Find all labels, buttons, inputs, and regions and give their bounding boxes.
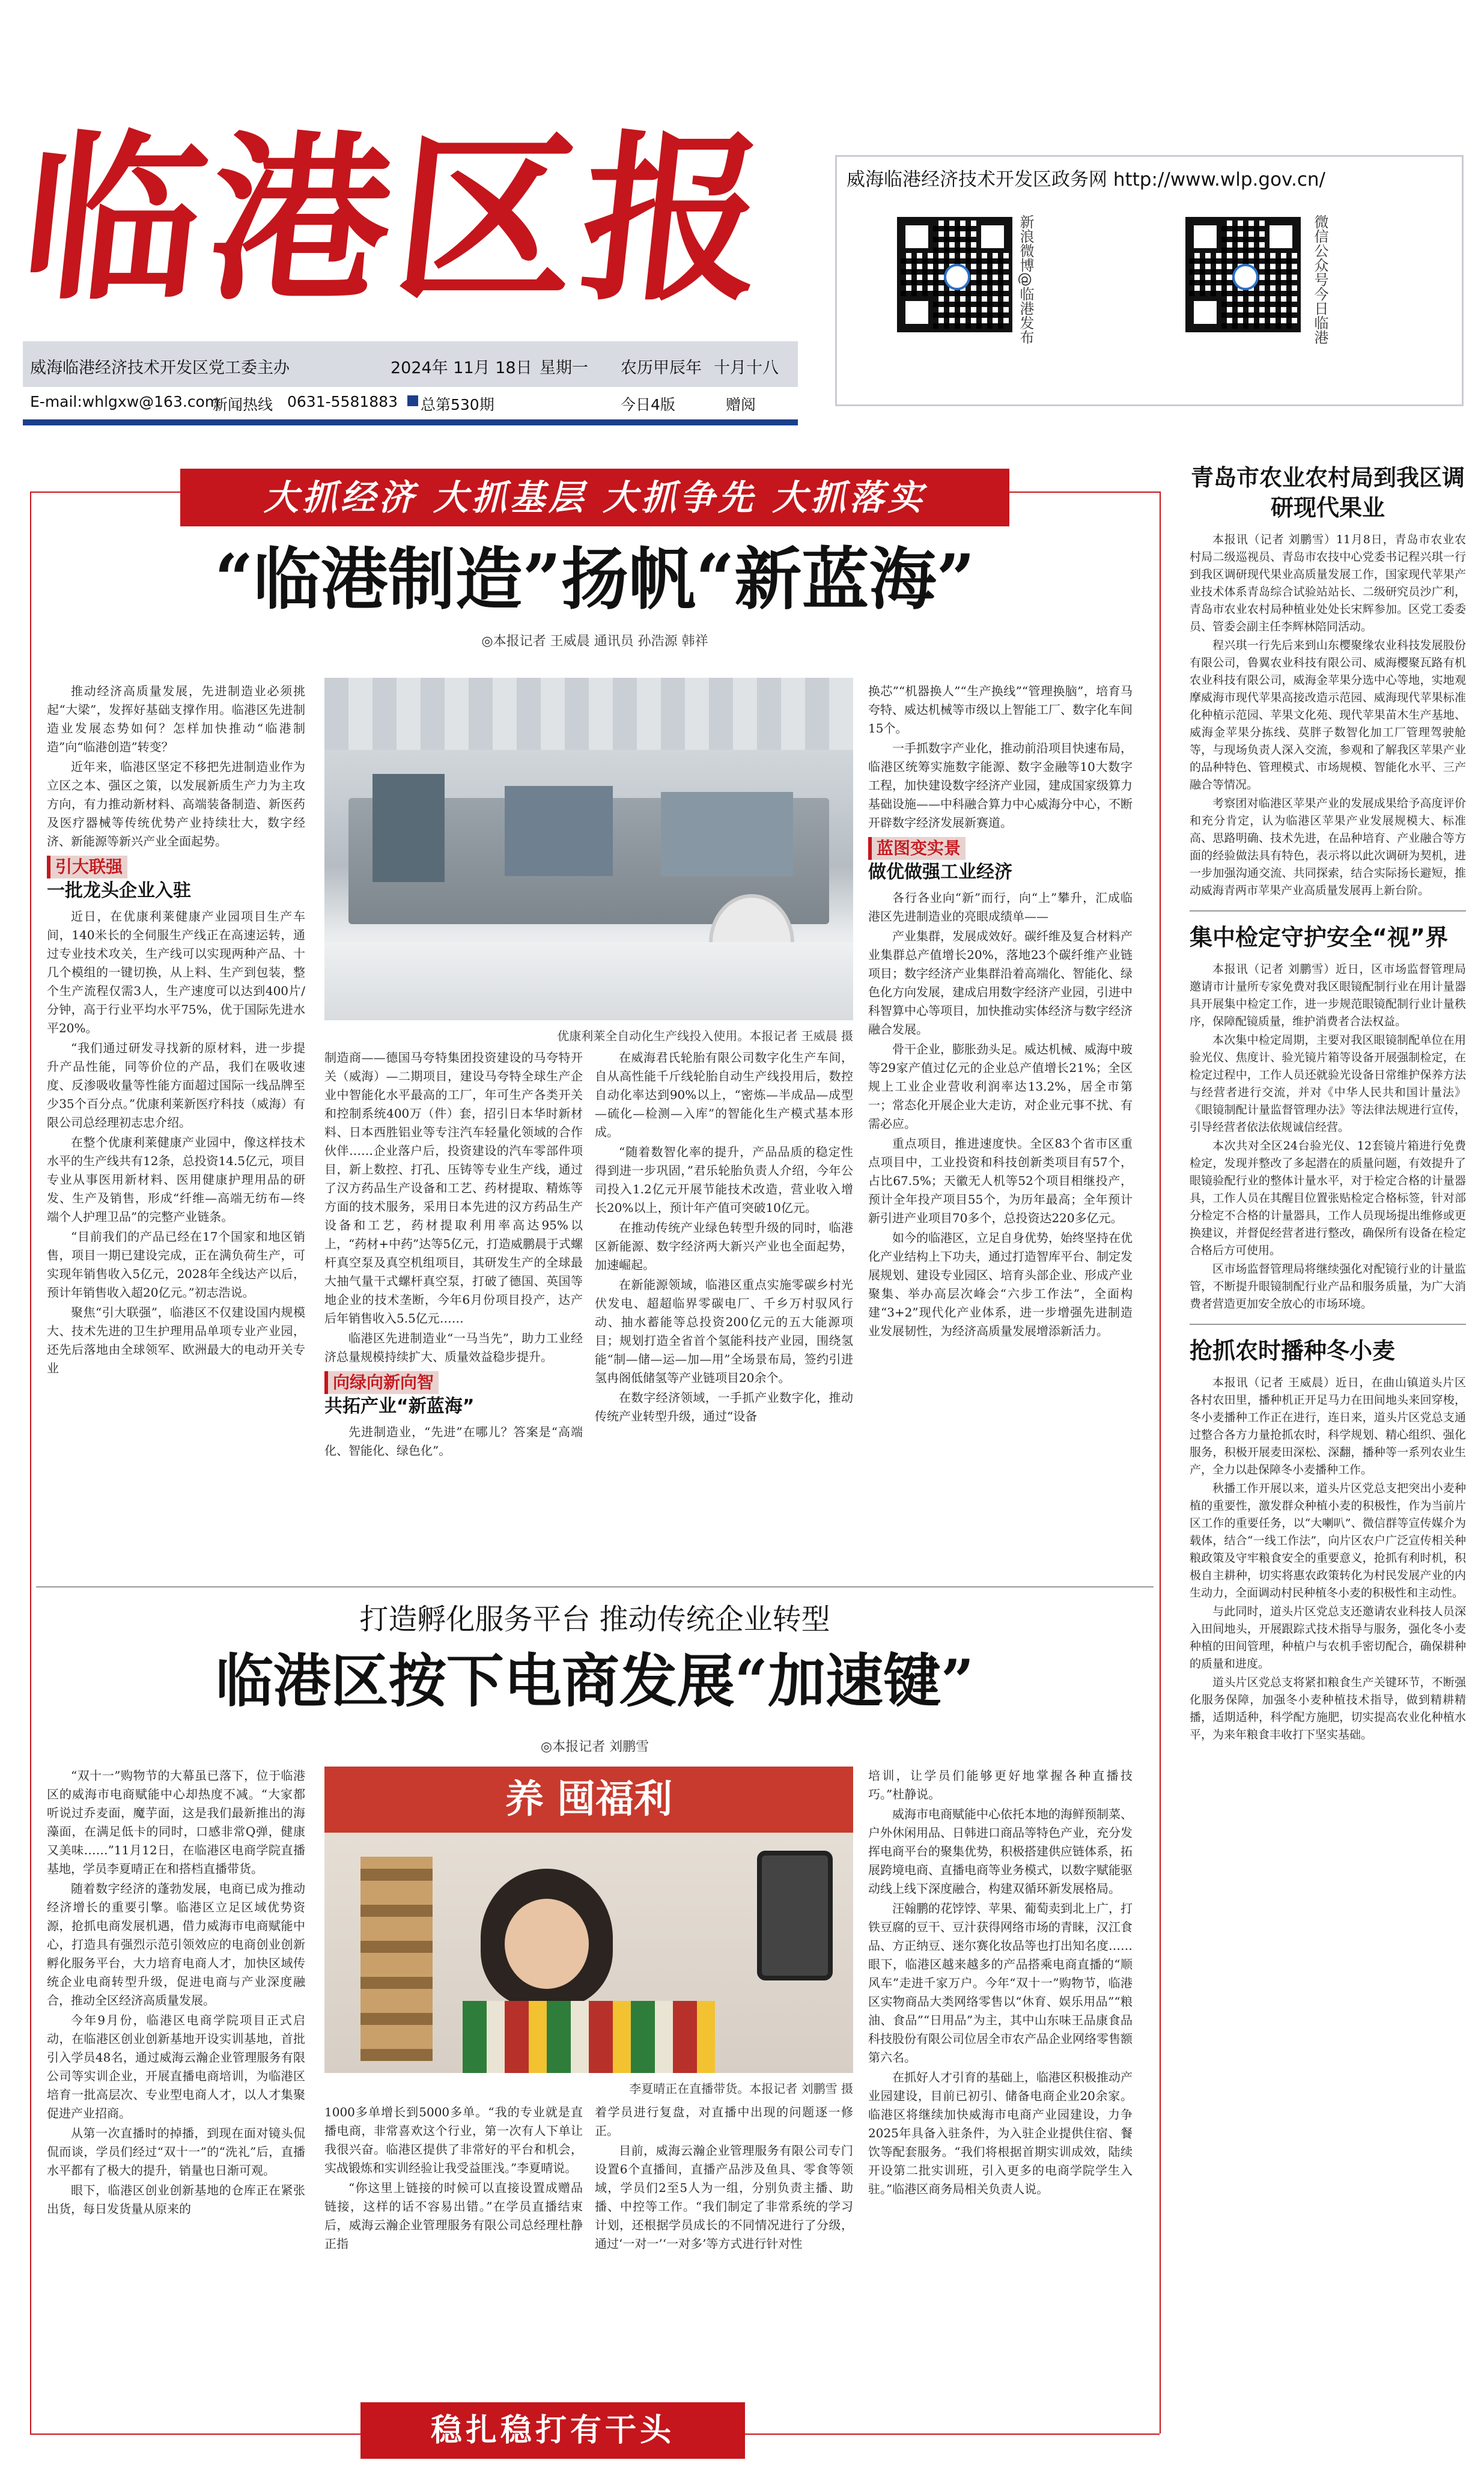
email-text[interactable]: E-mail:whlgxw@163.com: [30, 393, 220, 410]
paragraph: 在抓好人才引育的基础上，临港区积极推动产业园建设，目前已初引、储备电商企业20余家。临港区将继续加快威海市电商产业园建设，力争2025年具备入驻条件，为入驻企业提供住宿、餐饮等配套服务。“我们将根据首期实训成效，陆续开设第二批实训班，引入更多的电商学院学生入驻。”临港区商务局相关负责人说。: [868, 2070, 1133, 2196]
paragraph: 今年9月份，临港区电商学院项目正式启动，在临港区创业创新基地开设实训基地，首批引入学员48名，通过威海云瀚企业管理服务有限公司等实训企业，开展直播电商培训，为临港区培育一批高层次、专业型电商人才，以人才集聚促进产业招商。: [47, 2013, 305, 2120]
article2-kicker: 打造孵化服务平台 推动传统企业转型: [359, 1603, 830, 1636]
lunar-day-text: 十月十八: [714, 359, 779, 377]
paragraph: 在推动传统产业绿色转型升级的同时，临港区新能源、数字经济两大新兴产业也全面起势，加速崛起。: [595, 1220, 853, 1272]
gov-info-box: [835, 155, 1464, 406]
paragraph: 威海市电商赋能中心依托本地的海鲜预制菜、户外休闲用品、日韩进口商品等特色产业，充分发挥电商平台的聚集优势，积极搭建供应链体系，拓展跨境电商、直播电商等业务模式，以数字赋能驱动线上线下深度融合，构建双循环新发展格局。: [868, 1807, 1133, 1896]
paragraph: 道头片区党总支将紧扣粮食生产关键环节，不断强化服务保障，加强冬小麦种植技术指导，做到精耕精播，适期适种，科学配方施肥，切实提高农业化种植水平，为来年粮食丰收打下坚实基础。: [1190, 1676, 1466, 1741]
paragraph: 从第一次直播时的掉播，到现在面对镜头侃侃而谈，学员们经过“双十一”的“洗礼”后，直播水平都有了极大的提升，销量也日渐可观。: [47, 2126, 305, 2178]
wechat-logo-icon: [1232, 264, 1259, 290]
paragraph: 程兴琪一行先后来到山东樱聚缘农业科技发展股份有限公司，鲁翼农业科技有限公司、威海樱聚瓦路有机农业科技有限公司，威海金苹果分选中心等地，实地观摩威海市现代苹果高接改造示范园、威海现代苹果标准化种植示范园、苹果文化苑、现代苹果苗木生产基地、威海金苹果分拣线、莫胖子数智化加工厂管理驾驶舱等，与现场负责人深入交流，参观和了解我区苹果产业的品种特色、管理模式、市场规模、智能化水平、三产融合等情况。: [1190, 639, 1466, 791]
article1-sec3-tag: 蓝图变实景: [868, 837, 966, 860]
article1-col4: [868, 682, 1133, 1342]
paragraph: “双十一”购物节的大幕虽已落下，位于临港区的威海市电商赋能中心却热度不减。“大家都听说过乔麦面，魔芋面，这是我们最新推出的海藻面，在满足低卡的同时，口感非常Q弹，健康又美味……”11月12日，在临港区电商学院直播基地，学员李夏晴正在和搭档直播带货。: [47, 1768, 305, 1876]
article1-sec1-tag: 引大联强: [47, 856, 127, 878]
paragraph: 近日，在优康利莱健康产业园项目生产车间，140米长的全伺服生产线正在高速运转，通过专业技术攻关，生产线可以实现两种产品、十几个模组的一键切换，从上料、生产到包装，整个生产流程仅需3人，生产速度可以达到400片/分钟，高于行业平均水平75%，优于国际先进水平20%。: [47, 909, 305, 1035]
free-text: 赠阅: [726, 396, 756, 413]
paragraph: 区市场监督管理局将继续强化对配镜行业的计量监管，不断提升眼镜制配行业产品和服务质量，为广大消费者营造更加安全放心的市场环境。: [1190, 1262, 1466, 1310]
bottom-banner: 稳扎稳打有干头: [360, 2402, 745, 2459]
slogan-banner: 大抓经济 大抓基层 大抓争先 大抓落实: [180, 469, 1009, 526]
issue-square-icon: [407, 395, 418, 406]
sidebar-story2-headline: 集中检定守护安全“视”界: [1190, 924, 1448, 951]
hotline-label: 新闻热线: [213, 396, 273, 413]
phone-device: [757, 1851, 833, 1980]
article1-intro-p1: 推动经济高质量发展，先进制造业必须挑起“大梁”，发挥好基础支撑作用。临港区先进制造业发展态势如何？怎样加快推动“临港制造”向“临港创造”转变？: [47, 684, 305, 754]
gov-site-text[interactable]: 威海临港经济技术开发区政务网 http://www.wlp.gov.cn/: [847, 169, 1325, 190]
article2-col1: [47, 1767, 305, 2220]
product-table: [463, 2001, 715, 2073]
article1-sec2-head: [324, 1371, 583, 1419]
issue-number: 总第530期: [421, 396, 494, 413]
paragraph: 骨干企业，膨胀劲头足。威达机械、威海中玻等29家产值过亿元的企业总产值增长21%；全区规上工业企业营收利润率达13.2%，居全市第一；常态化开展企业大走访，对企业元事不扰、有需必应。: [868, 1042, 1133, 1131]
paragraph: 秋播工作开展以来，道头片区党总支把突出小麦种植的重要性，激发群众种植小麦的积极性，作为当前片区工作的重要任务，以“大喇叭”、微信群等宣传媒介为载体，结合“一线工作法”，向片区农户广泛宣传相关种粮政策及守牢粮食安全的重要意义，抢抓有利时机，积极自主耕种，切实将惠农政策转化为村民发展产业的内生动力，全面调动村民种植冬小麦的积极性和主动性。: [1190, 1482, 1466, 1600]
paragraph: 与此同时，道头片区党总支还邀请农业科技人员深入田间地头，开展跟踪式技术指导与服务，强化冬小麦种植的田间管理，种植户与农机手密切配合，确保耕种的质量和进度。: [1190, 1605, 1466, 1670]
paragraph: “目前我们的产品已经在17个国家和地区销售，项目一期已建设完成，正在满负荷生产，可实现年销售收入5亿元，2028年全线达产以后，预计年销售收入超20亿元。”初志浩说。: [47, 1229, 305, 1300]
wechat-label: 微信公众号今日临港: [1312, 215, 1328, 344]
wechat-qr-code[interactable]: [1185, 217, 1301, 332]
masthead-info-bar: [23, 341, 798, 387]
paragraph: 1000多单增长到5000多单。“我的专业就是直播电商，非常喜欢这个行业，第一次有人下单让我很兴奋。临港区提供了非常好的平台和机会，实战锻炼和实训经验让我受益匪浅。”李夏晴说。: [324, 2105, 583, 2175]
article1-photo[interactable]: [324, 678, 853, 1020]
article1-sec3-head: [868, 837, 1133, 885]
frame-left-border: [30, 492, 31, 2434]
presenter-face: [505, 1899, 589, 1989]
article1-sec2-tag: 向绿向新向智: [324, 1371, 439, 1394]
masthead-contact-bar: [23, 387, 798, 425]
paragraph: 本报讯（记者 刘鹏雪）11月8日，青岛市农业农村局二级巡视员、青岛市农技中心党委书记程兴琪一行到我区调研现代果业高质量发展工作，国家现代苹果产业技术体系青岛综合试验站站长、二级研究员沙广利，青岛市农业农村局种植业处处长宋辉参加。区党工委委员、管委会副主任李辉林陪同活动。: [1190, 533, 1466, 633]
article1-photo-caption: 优康利莱全自动化生产线投入使用。本报记者 王威晨 摄: [557, 1029, 853, 1043]
sidebar-story2-body: [1190, 961, 1466, 1313]
machine-block: [373, 774, 445, 882]
paragraph: 临港区先进制造业“一马当先”，助力工业经济总量规模持续扩大、质量效益稳步提升。: [324, 1331, 583, 1364]
weibo-logo-icon: [944, 264, 970, 290]
article1-sec1-head: [47, 856, 305, 904]
sidebar: [1190, 463, 1466, 1745]
product-shelf: [360, 1857, 433, 2061]
lunar-year-text: 农历甲辰年: [621, 359, 702, 377]
paragraph: “我们通过研发寻找新的原材料，进一步提升产品性能，同等价位的产品，我们在吸收速度、反渗吸收量等性能方面超过国际一线品牌至少35个百分点。”优康利莱新医疗科技（威海）有限公司总经理初志忠介绍。: [47, 1041, 305, 1130]
paragraph: 在新能源领域，临港区重点实施零碳乡村光伏发电、超超临界零碳电厂、千乡万村驭风行动、抽水蓄能等总投资200亿元的五大能源项目；规划打造全省首个氢能科技产业园，围绕氢能“制—储—运—加—用”全场景布局，签约引进氢冉阁低储氢等产业链项目20余个。: [595, 1277, 853, 1385]
paragraph: “随着数智化率的提升，产品品质的稳定性得到进一步巩固，”君乐轮胎负责人介绍，今年公司投入1.2亿元开展节能技术改造，营业收入增长20%以上，预计年产值可突破10亿元。: [595, 1145, 853, 1215]
weibo-qr-code[interactable]: [897, 217, 1012, 332]
floor-shape: [324, 942, 853, 1020]
machine-block: [505, 786, 613, 876]
frame-right-border: [1160, 492, 1161, 2434]
paragraph: 一手抓数字产业化，推动前沿项目快速布局，临港区统筹实施数字能源、数字金融等10大数字工程，加快建设数字经济产业园，建成国家级算力基础设施——中科融合算力中心威海分中心，不断开辟数字经济发展新赛道。: [868, 741, 1133, 830]
paragraph: 如今的临港区，立足自身优势，始终坚持在优化产业结构上下功夫，通过打造智库平台、制定发展规划、建设专业园区、培育头部企业、形成产业聚集、举办高层次峰会“六步工作法”，全面构建“3+2”现代化产业体系，进一步增强先进制造业发展韧性，为经济高质量发展增添新活力。: [868, 1231, 1133, 1338]
article1-headline: “临港制造”扬帆“新蓝海”: [214, 540, 975, 619]
sidebar-story1-body: [1190, 531, 1466, 900]
sidebar-divider: [1190, 910, 1466, 912]
paragraph: 重点项目，推进速度快。全区83个省市区重点项目中，工业投资和科技创新类项目有57个，占比67.5%；天徽无人机等52个项目相继投产，预计全年投产项目55个，为历年最高；全年预计新引进产业项目70多个，总投资达220多亿元。: [868, 1136, 1133, 1225]
page-count: 今日4版: [621, 396, 675, 413]
article1-byline: ◎本报记者 王威晨 通讯员 孙浩源 韩祥: [481, 634, 708, 649]
sponsor-text: 威海临港经济技术开发区党工委主办: [30, 359, 290, 377]
date-text: 2024年 11月 18日: [391, 359, 532, 377]
article2-col3: [595, 2103, 853, 2254]
paragraph: 各行各业向“新”而行，向“上”攀升，汇成临港区先进制造业的亮眼成绩单——: [868, 890, 1133, 924]
sidebar-story3-body: [1190, 1374, 1466, 1744]
paragraph: 眼下，临港区创业创新基地的仓库正在紧张出货，每日发货量从原来的: [47, 2183, 305, 2216]
livestream-banner-text: 养 囤福利: [505, 1777, 673, 1822]
sidebar-story3-headline: 抢抓农时播种冬小麦: [1190, 1338, 1396, 1364]
article1-sec2-line: 共拓产业“新蓝海”: [324, 1396, 475, 1417]
paragraph: 考察团对临港区苹果产业的发展成果给予高度评价和充分肯定，认为临港区苹果产业发展规模大、标准高、思路明确、技术先进，在品种培育、产业融合等方面的经验做法具有特色，表示将以此次调研为契机，进一步加强沟通交流、共同探索，结合实际扬长避短，推动威海青两市苹果产业高质量发展再上新台阶。: [1190, 797, 1466, 897]
article2-col4: [868, 1767, 1133, 2200]
paragraph: 在整个优康利莱健康产业园中，像这样技术水平的生产线共有12条，总投资14.5亿元，项目专业从事医用新材料、医用健康护理用品的研发、生产及销售，形成“纤维—高端无纺布—终端个人护理卫品”的完整产业链条。: [47, 1135, 305, 1224]
machine-block: [661, 792, 793, 876]
paragraph: 培训，让学员们能够更好地掌握各种直播技巧。”杜静说。: [868, 1768, 1133, 1801]
paragraph: 聚焦“引大联强”，临港区不仅建设国内规模大、技术先进的卫生护理用品单项专业产业园，还先后落地由全球领军、欧洲最大的电动开关专业: [47, 1305, 305, 1375]
paragraph: 本报讯（记者 王威晨）近日，在曲山镇道头片区各村农田里，播种机正开足马力在田间地头来回穿梭，冬小麦播种工作正在进行，连日来，道头片区党总支通过整合各方力量抢抓农时，科学规划、精心组织、强化服务，积极开展麦田深松、深翻，播种等一系列农业生产，全力以赴保障冬小麦播种工作。: [1190, 1376, 1466, 1476]
article2-photo[interactable]: [324, 1767, 853, 2073]
paragraph: 着学员进行复盘，对直播中出现的问题逐一修正。: [595, 2105, 853, 2138]
sidebar-divider: [1190, 1324, 1466, 1325]
paragraph: 目前，威海云瀚企业管理服务有限公司专门设置6个直播间，直播产品涉及鱼具、零食等领域，学员们2至5人为一组，分别负责主播、助播、中控等工作。“我们制定了非常系统的学习计划，还根据学员成长的不同情况进行了分级，通过‘一对一’‘一对多’等方式进行针对性: [595, 2143, 853, 2251]
sidebar-story1-headline: 青岛市农业农村局到我区调研现代果业: [1190, 464, 1465, 521]
article2-col2: [324, 2103, 583, 2254]
paragraph: 在数字经济领域，一手抓产业数字化，推动传统产业转型升级，通过“设备: [595, 1390, 853, 1423]
article-divider: [36, 1586, 1154, 1588]
article1-col3: [595, 1049, 853, 1427]
article2-byline: ◎本报记者 刘鹏雪: [540, 1740, 649, 1755]
article1-sec3-line: 做优做强工业经济: [868, 862, 1012, 883]
paragraph: “你这里上链接的时候可以直接设置成赠品链接，这样的话不容易出错。”在学员直播结束后，威海云瀚企业管理服务有限公司总经理杜静正指: [324, 2181, 583, 2251]
article2-headline: 临港区按下电商发展“加速键”: [215, 1647, 975, 1715]
article1-sec1-line: 一批龙头企业入驻: [47, 880, 191, 901]
weibo-label: 新浪微博@临港发布: [1017, 215, 1034, 344]
paragraph: 产业集群，发展成效好。碳纤维及复合材料产业集群总产值增长20%，落地23个碳纤维产业链项目；数字经济产业集群沿着高端化、智能化、绿色化方向发展，建成启用数字经济产业园，引进中科智算中心等项目，加快推动实体经济与数字经济融合发展。: [868, 929, 1133, 1037]
article1-intro-p2: 近年来，临港区坚定不移把先进制造业作为立区之本、强区之策，以发展新质生产力为主攻方向，有力推动新材料、高端装备制造、新医药及医疗器械等传统优势产业持续壮大，数字经济、新能源等新兴产业全面起势。: [47, 760, 305, 848]
paragraph: 本报讯（记者 刘鹏雪）近日，区市场监督管理局邀请市计量所专家免费对我区眼镜配制行业在用计量器具开展集中检定工作，进一步规范眼镜配制行业计量秩序，保障配镜质量，维护消费者合法权益。: [1190, 963, 1466, 1028]
hotline-number: 0631-5581883: [287, 393, 398, 410]
ceiling-lights: [324, 678, 853, 750]
paragraph: 先进制造业，“先进”在哪儿？答案是“高端化、智能化、绿色化”。: [324, 1425, 583, 1458]
paragraph: 汪翰鹏的花饽饽、苹果、葡萄卖到北上广，打铁豆腐的豆干、豆汁获得网络市场的青睐，汉江食品、方正纳豆、迷尔赛化妆品等也打出知名度……眼下，临港区越来越多的产品搭乘电商直播的“顺风车”走进千家万户。今年“双十一”购物节，临港区实物商品大类网络零售以“休育、娱乐用品”“粮油、食品”“日用品”为主，其中山东味王品康食品科技股份有限公司位居全市农产品企业网络零售额第六名。: [868, 1901, 1133, 2065]
paragraph: 本次集中检定周期，主要对我区眼镜制配单位在用验光仪、焦度计、验光镜片箱等设备开展强制检定，在检定过程中，工作人员还就验光设备日常维护保养方法与经营者进行交流，并对《中华人民共和国计量法》《眼镜制配计量监督管理办法》等法律法规进行宣传，引导经营者依法依规诚信经营。: [1190, 1033, 1466, 1134]
article2-photo-caption: 李夏晴正在直播带货。本报记者 刘鹏雪 摄: [629, 2081, 853, 2096]
weekday-text: 星期一: [540, 359, 588, 377]
paragraph: 在威海君氏轮胎有限公司数字化生产车间，自从高性能千斤线轮胎自动生产线投用后，数控自动化率达到90%以上，“密炼—半成品—成型—硫化—检测—入库”的智能化生产模式基本形成。: [595, 1050, 853, 1139]
article1-col1: [47, 682, 305, 1379]
paragraph: 随着数字经济的蓬勃发展，电商已成为推动经济增长的重要引擎。临港区立足区域优势资源，抢抓电商发展机遇，借力威海市电商赋能中心，打造具有强烈示范引领效应的电商创业创新孵化服务平台，大力培育电商人才，加快区域传统企业电商转型升级，促进电商与产业深度融合，推动全区经济高质量发展。: [47, 1881, 305, 2008]
paragraph: 本次共对全区24台验光仪、12套镜片箱进行免费检定，发现并整改了多起潜在的质量问题，有效提升了眼镜验配行业的整体计量水平，对于检定合格的计量器具，工作人员在其醒目位置张贴检定合格标签，针对部分检定不合格的计量器具，工作人员现场提出维修或更换建议，并督促经营者进行整改，确保所有设备在检定合格后方可使用。: [1190, 1139, 1466, 1257]
article1-col2: [324, 1049, 583, 1461]
masthead-title: 临港区报: [13, 113, 780, 325]
paragraph: 换芯”“机器换人”“生产换线”“管理换脑”，培育马夸特、威达机械等市级以上智能工厂、数字化车间15个。: [868, 684, 1133, 735]
paragraph: 制造商——德国马夸特集团投资建设的马夸特开关（威海）—二期项目，建设马夸特全球生产企业中智能化水平最高的工厂，年可生产各类开关和控制系统400万（件）套，招引日本华时新材料、日本西胜铝业等专注汽车轻量化领域的合作伙伴……企业落户后，投资建设的汽车零部件项目，新上数控、打孔、压铸等专业生产线，通过了汉方药品生产设备和工艺、药材提取、精炼等方面的技术服务，采用日本先进的汉方药品生产设备和工艺，药材提取利用率高达95%以上，“药材+中药”达等5亿元，打造威鹏晨于式螺杆真空泵及真空机组项目，其研发生产的全球最大抽气量干式螺杆真空泵，打破了德国、英国等地企业的技术垄断，今年6月份项目投产，达产后年销售收入5.5亿元……: [324, 1050, 583, 1326]
